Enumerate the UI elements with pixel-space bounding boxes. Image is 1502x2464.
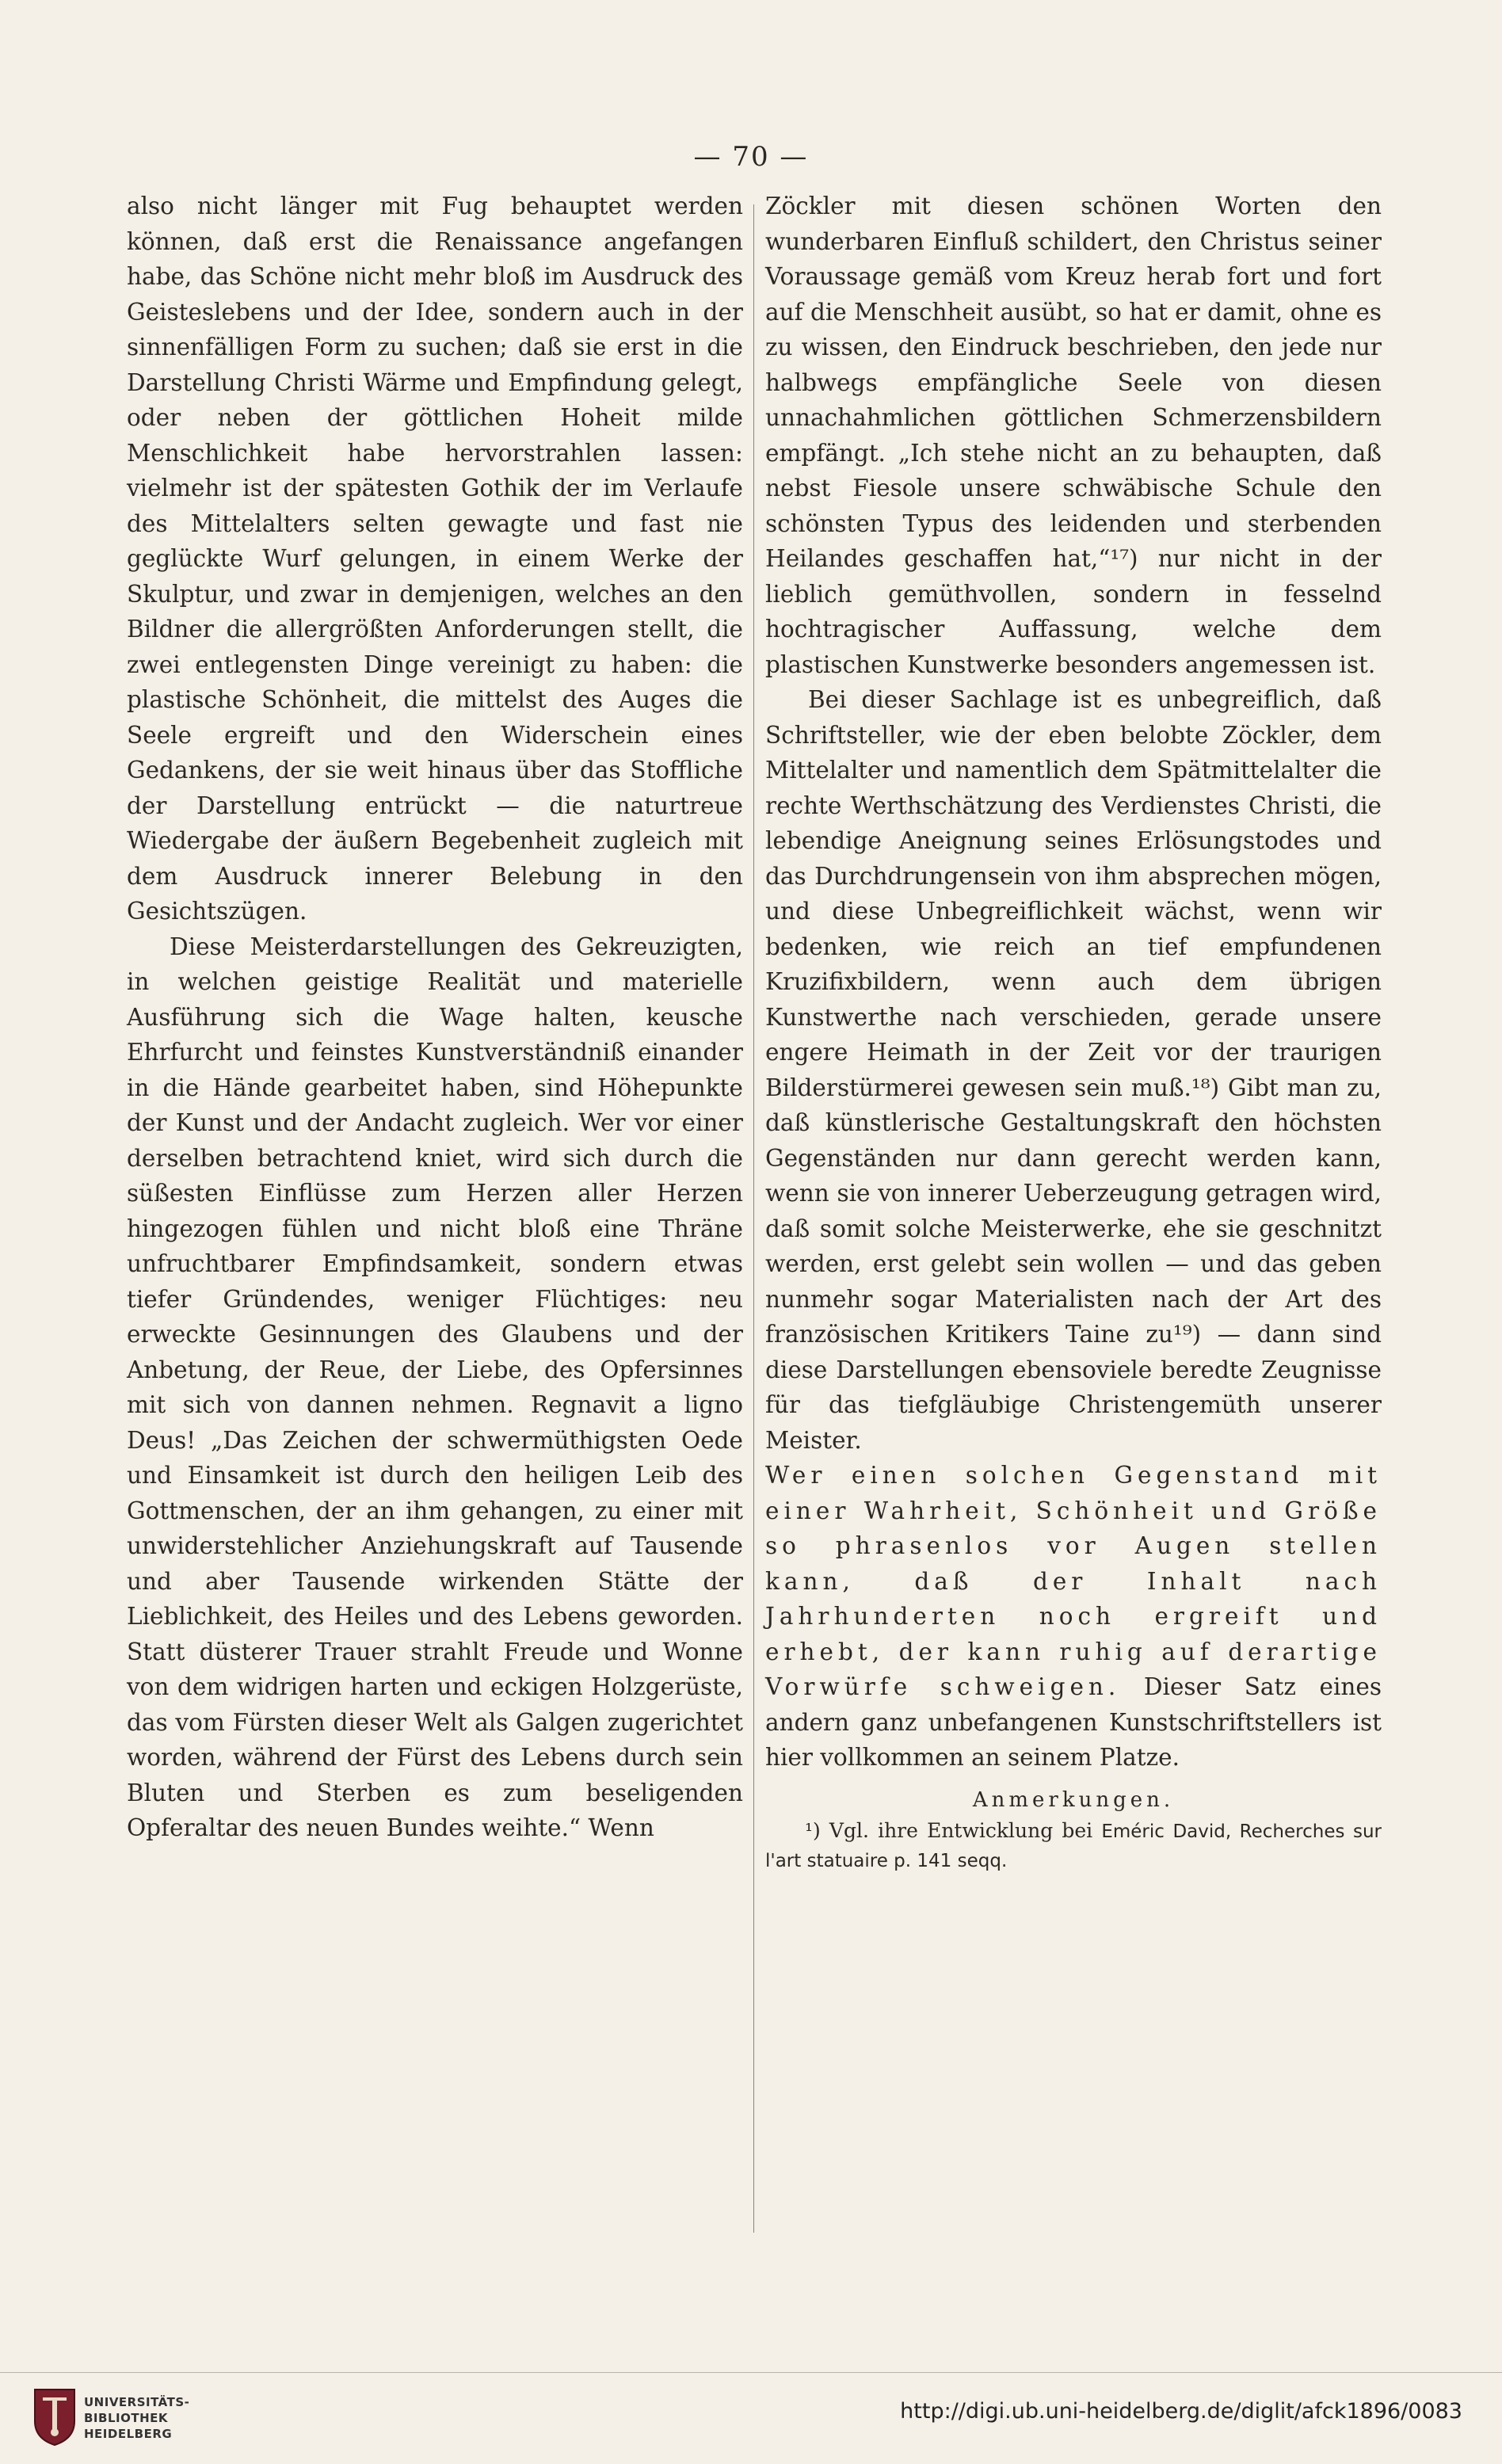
footer-rule [0, 2372, 1502, 2373]
right-paragraph-3-tail: Dieser Satz eines andern ganz unbefangenen Kunstschriftstellers ist hier vollkommen an seinem Platze. [765, 1673, 1382, 1771]
footnote-reference: Eméric David, Recherches sur l'art statuaire p. 141 seqq. [765, 1821, 1382, 1871]
spaced-quote: Wer einen solchen Gegenstand mit einer Wahrheit, Schönheit und Größe so phrasenlos vor Augen stellen kann, daß der Inhalt nach Jahrhunderten noch ergreift und erhebt, der kann ruhig auf derartige Vorwürfe schweigen. [765, 1462, 1382, 1700]
logo-line-3: HEIDELBERG [84, 2427, 173, 2441]
page-number: — 70 — [693, 141, 809, 173]
logo-line-1: UNIVERSITÄTS- [84, 2395, 190, 2409]
source-url-link[interactable]: http://digi.ub.uni-heidelberg.de/diglit/afck1896/0083 [900, 2399, 1462, 2424]
footnote-1 [765, 1817, 1382, 1875]
logo-text [84, 2394, 189, 2442]
left-text-column [127, 189, 743, 2225]
seal-icon [32, 2386, 78, 2447]
column-divider [753, 204, 754, 2233]
footnote-lead: ¹) Vgl. ihre Entwicklung bei [805, 1818, 1102, 1842]
left-paragraph-1: also nicht länger mit Fug behauptet werden können, daß erst die Renaissance angefangen habe, das Schöne nicht mehr bloß im Ausdruck des Geisteslebens und der Idee, sondern auch in der sinnenfälligen Form zu suchen; daß sie erst in die Darstellung Christi Wärme und Empfindung gelegt, oder neben der göttlichen Hoheit milde Menschlichkeit habe hervorstrahlen lassen: vielmehr ist der spätesten Gothik der im Verlaufe des Mittelalters selten gewagte und fast nie geglückte Wurf gelungen, in einem Werke der Skulptur, und zwar in demjenigen, welches an den Bildner die allergrößten Anforderungen stellt, die zwei entlegensten Dinge vereinigt zu haben: die plastische Schönheit, die mittelst des Auges die Seele ergreift und den Widerschein eines Gedankens, der sie weit hinaus über das Stoffliche der Darstellung entrückt — die naturtreue Wiedergabe der äußern Begebenheit zugleich mit dem Ausdruck innerer Belebung in den Gesichtszügen. [127, 193, 743, 925]
right-paragraph-2: Bei dieser Sachlage ist es unbegreiflich, daß Schriftsteller, wie der eben belobte Zöckler, dem Mittelalter und namentlich dem Spätmittelalter die rechte Werthschätzung des Verdienstes Christi, die lebendige Aneignung seines Erlösungstodes und das Durchdrungensein von ihm absprechen mögen, und diese Unbegreiflichkeit wächst, wenn wir bedenken, wie reich an tief empfundenen Kruzifixbildern, wenn auch dem übrigen Kunstwerthe nach verschieden, gerade unsere engere Heimath in der Zeit vor der traurigen Bilderstürmerei gewesen sein muß.¹⁸) Gibt man zu, daß künstlerische Gestaltungskraft den höchsten Gegenständen nur dann gerecht werden kann, wenn sie von innerer Ueberzeugung getragen wird, daß somit solche Meisterwerke, ehe sie geschnitzt werden, erst gelebt sein wollen — und das geben nunmehr sogar Materialisten nach der Art des französischen Kritikers Taine zu¹⁹) — dann sind diese Darstellungen ebensoviele beredte Zeugnisse für das tiefgläubige Christengemüth unserer Meister. [765, 686, 1382, 1454]
logo-line-2: BIBLIOTHEK [84, 2411, 168, 2425]
right-text-column [765, 189, 1382, 2225]
right-paragraph-1: Zöckler mit diesen schönen Worten den wunderbaren Einfluß schildert, den Christus seiner Voraussage gemäß vom Kreuz herab fort und fort auf die Menschheit ausübt, so hat er damit, ohne es zu wissen, den Eindruck beschrieben, den jede nur halbwegs empfängliche Seele von diesen unnachahmlichen göttlichen Schmerzensbildern empfängt. „Ich stehe nicht an zu behaupten, daß nebst Fiesole unsere schwäbische Schule den schönsten Typus des leidenden und sterbenden Heilandes geschaffen hat,“¹⁷) nur nicht in der lieblich gemüthvollen, sondern in fesselnd hochtragischer Auffassung, welche dem plastischen Kunstwerke besonders angemessen ist. [765, 193, 1382, 678]
library-logo[interactable] [32, 2385, 230, 2450]
left-paragraph-2: Diese Meisterdarstellungen des Gekreuzigten, in welchen geistige Realität und materielle Ausführung sich die Wage halten, keusche Ehrfurcht und feinstes Kunstverständniß einander in die Hände gearbeitet haben, sind Höhepunkte der Kunst und der Andacht zugleich. Wer vor einer derselben betrachtend kniet, wird sich durch die süßesten Einflüsse zum Herzen aller Herzen hingezogen fühlen und nicht bloß eine Thräne unfruchtbarer Empfindsamkeit, sondern etwas tiefer Gründendes, weniger Flüchtiges: neu erweckte Gesinnungen des Glaubens und der Anbetung, der Reue, der Liebe, des Opfersinnes mit sich von dannen nehmen. Regnavit a ligno Deus! „Das Zeichen der schwermüthigsten Oede und Einsamkeit ist durch den heiligen Leib des Gottmenschen, der an ihm gehangen, zu einer mit unwiderstehlicher Anziehungskraft auf Tausende und aber Tausende wirkenden Stätte der Lieblichkeit, des Heiles und des Lebens geworden. Statt düsterer Trauer strahlt Freude und Wonne von dem widrigen harten und eckigen Holzgerüste, das vom Fürsten dieser Welt als Galgen zugerichtet worden, während der Fürst des Lebens durch sein Bluten und Sterben es zum beseligenden Opferaltar des neuen Bundes weihte.“ Wenn [127, 933, 743, 1841]
right-paragraph-3 [765, 1458, 1382, 1776]
notes-heading: Anmerkungen. [972, 1787, 1175, 1812]
